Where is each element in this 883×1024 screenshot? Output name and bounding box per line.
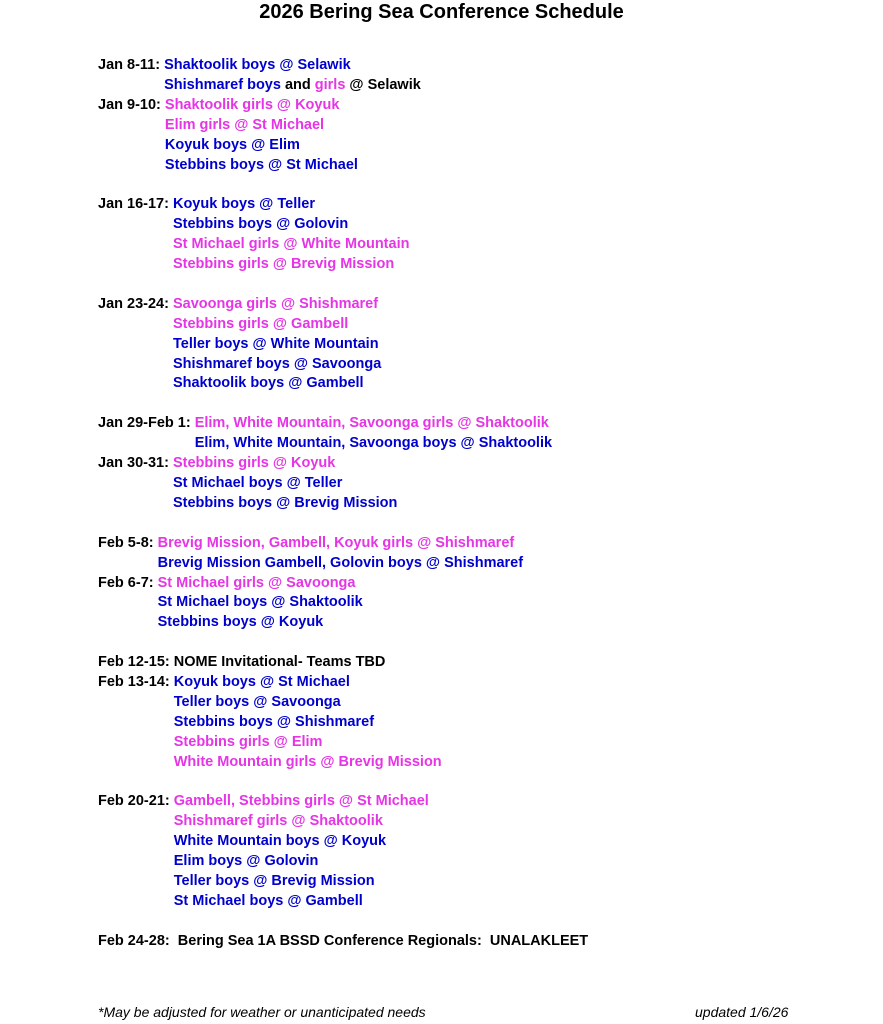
game-line: St Michael boys @ Teller [172, 474, 343, 491]
game-line: Teller boys @ Savoonga [173, 693, 341, 710]
game-line: St Michael boys @ Gambell [173, 892, 363, 909]
schedule-group [98, 932, 588, 952]
schedule-day [98, 454, 588, 514]
game-line: Shaktoolik boys @ Selawik [164, 57, 351, 73]
schedule-day [98, 534, 588, 574]
date-label: Feb 13-14: [98, 674, 174, 691]
schedule-day [98, 574, 588, 634]
game-line-segment: girls [314, 76, 346, 93]
games-list [158, 574, 363, 634]
game-line: St Michael girls @ White Mountain [172, 236, 410, 253]
date-label: Jan 30-31: [98, 455, 173, 472]
schedule-day [98, 295, 588, 395]
game-line-segment: Shishmaref boys [164, 76, 281, 93]
game-line: Stebbins girls @ Gambell [172, 315, 349, 332]
game-line: Stebbins boys @ St Michael [164, 156, 358, 173]
game-line: Stebbins boys @ Shishmaref [173, 713, 375, 730]
schedule-day [98, 932, 588, 952]
schedule-list [98, 56, 588, 972]
game-line-segment: @ Selawik [345, 76, 421, 93]
date-label: Jan 8-11: [98, 57, 165, 73]
game-line: St Michael boys @ Shaktoolik [157, 594, 363, 611]
game-line: Stebbins boys @ Golovin [172, 216, 349, 233]
date-label: Feb 6-7: [98, 574, 158, 591]
game-line: Savoonga girls @ Shishmaref [172, 295, 379, 312]
game-line: Brevig Mission, Gambell, Koyuk girls @ Shishmaref [157, 534, 515, 551]
schedule-day [98, 653, 588, 673]
footer-updated-date: updated 1/6/26 [695, 1004, 789, 1020]
games-list [195, 414, 552, 454]
date-label: Jan 16-17: [98, 196, 173, 213]
date-label: Jan 9-10: [98, 96, 165, 113]
date-label: Feb 24-28: [98, 932, 178, 949]
schedule-group [98, 534, 588, 634]
game-line: Elim, White Mountain, Savoonga girls @ Shaktoolik [194, 415, 549, 432]
event-line: Bering Sea 1A BSSD Conference Regionals: UNALAKLEET [177, 932, 589, 949]
schedule-day [98, 56, 588, 96]
game-line: Koyuk boys @ Teller [172, 196, 315, 213]
schedule-group [98, 792, 588, 911]
games-list [173, 195, 409, 275]
schedule-day [98, 195, 588, 275]
game-line: Elim, White Mountain, Savoonga boys @ Shaktoolik [194, 435, 553, 452]
game-line: Stebbins girls @ Koyuk [172, 455, 336, 472]
event-line: NOME Invitational- Teams TBD [173, 654, 386, 671]
game-line-segment: and [280, 76, 315, 93]
page-title: 2026 Bering Sea Conference Schedule [259, 1, 624, 23]
schedule-group [98, 56, 588, 175]
schedule-group [98, 653, 588, 772]
schedule-day [98, 792, 588, 911]
game-line: Teller boys @ Brevig Mission [173, 873, 375, 890]
footer-note: *May be adjusted for weather or unanticipated needs [98, 1004, 426, 1020]
game-line: White Mountain boys @ Koyuk [173, 833, 387, 850]
schedule-group [98, 414, 588, 514]
date-label: Jan 29-Feb 1: [98, 415, 195, 432]
game-line: Stebbins boys @ Koyuk [157, 614, 324, 631]
game-line: Shaktoolik boys @ Gambell [172, 375, 364, 392]
date-label: Feb 5-8: [98, 534, 158, 551]
game-line: Gambell, Stebbins girls @ St Michael [173, 793, 429, 810]
date-label: Feb 12-15: [98, 654, 174, 671]
schedule-group [98, 295, 588, 395]
schedule-day [98, 414, 588, 454]
game-line: Koyuk boys @ St Michael [173, 674, 350, 691]
game-line: Stebbins girls @ Brevig Mission [172, 256, 395, 273]
schedule-day [98, 96, 588, 176]
schedule-group [98, 195, 588, 275]
game-line: Shishmaref girls @ Shaktoolik [173, 813, 383, 830]
games-list [173, 454, 397, 514]
game-line: Shishmaref boys @ Savoonga [172, 355, 382, 372]
game-line: Elim boys @ Golovin [173, 853, 319, 870]
game-line: White Mountain girls @ Brevig Mission [173, 753, 442, 770]
game-line: Koyuk boys @ Elim [164, 136, 300, 153]
games-list [174, 673, 442, 773]
date-label: Feb 20-21: [98, 793, 174, 810]
games-list [164, 56, 421, 96]
game-line: Stebbins girls @ Elim [173, 733, 323, 750]
date-label: Jan 23-24: [98, 295, 173, 312]
games-list [158, 534, 523, 574]
games-list [174, 653, 386, 673]
game-line: Teller boys @ White Mountain [172, 335, 379, 352]
game-line: Elim girls @ St Michael [164, 116, 325, 133]
games-list [178, 932, 588, 952]
game-line [164, 76, 421, 96]
games-list [174, 792, 429, 911]
game-line: Brevig Mission Gambell, Golovin boys @ Shishmaref [157, 554, 524, 571]
games-list [173, 295, 381, 395]
schedule-day [98, 673, 588, 773]
game-line: Stebbins boys @ Brevig Mission [172, 494, 398, 511]
game-line: Shaktoolik girls @ Koyuk [164, 96, 340, 113]
games-list [165, 96, 358, 176]
game-line: St Michael girls @ Savoonga [157, 574, 356, 591]
